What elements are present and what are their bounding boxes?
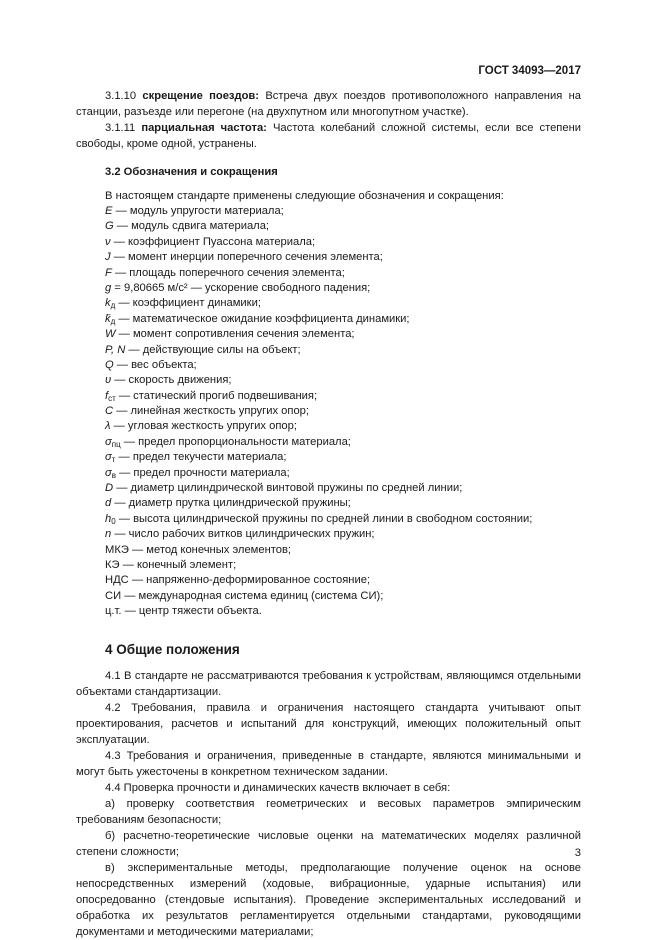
symbol-subscript: т <box>111 455 116 465</box>
document-code-header: ГОСТ 34093—2017 <box>478 65 581 77</box>
symbol-description: — предел прочности материала; <box>116 466 290 479</box>
symbol-item <box>76 543 581 558</box>
symbol-subscript: ст <box>108 393 116 403</box>
symbol: W <box>105 328 116 341</box>
symbol-description: — угловая жесткость упругих опор; <box>110 420 297 433</box>
symbol: σ <box>105 435 112 448</box>
symbol-item <box>76 266 581 281</box>
page-number: 3 <box>574 847 581 859</box>
symbol: d <box>105 497 112 510</box>
section-3-2-title: 3.2 Обозначения и сокращения <box>105 166 278 178</box>
symbol-description: — момент инерции поперечного сечения элемента; <box>110 251 383 264</box>
symbols-list <box>76 204 581 620</box>
symbol-item <box>76 358 581 373</box>
symbol-item <box>76 389 581 404</box>
symbol: ν <box>105 235 111 248</box>
symbol-subscript: д <box>110 316 116 326</box>
symbol: J <box>105 251 111 264</box>
section-3-2-intro: В настоящем стандарте применены следующие обозначения и сокращения: <box>105 190 504 202</box>
symbol-item <box>76 496 581 511</box>
definition-3-1-11: 3.1.11 парциальная частота: Частота колебаний сложной системы, если все степени свободы, кроме одной, устранены. <box>76 122 581 150</box>
symbol-item <box>76 466 581 481</box>
symbol-description: — скорость движения; <box>111 374 232 387</box>
symbol: k̄ <box>105 312 111 325</box>
symbol-description: — предел пропорциональности материала; <box>120 435 351 448</box>
symbol-item <box>76 419 581 434</box>
symbol-item <box>76 281 581 296</box>
page-content <box>76 88 581 940</box>
symbol-subscript: в <box>111 470 116 480</box>
symbol-item <box>76 604 581 619</box>
symbol-description: — модуль упругости материала; <box>112 205 284 217</box>
symbol-description: НДС — напряженно-деформированное состояние; <box>105 574 371 587</box>
symbol: f <box>105 389 109 402</box>
symbol-description: — коэффициент динамики; <box>115 297 261 310</box>
symbol-item <box>76 235 581 250</box>
symbol: k <box>105 297 111 310</box>
symbol: G <box>105 220 114 233</box>
symbol-description: — линейная жесткость упругих опор; <box>113 405 310 418</box>
symbol-subscript: 0 <box>111 516 116 526</box>
symbol-item <box>76 481 581 496</box>
symbol-item <box>76 343 581 358</box>
symbol-subscript: пц <box>111 439 121 449</box>
symbol-item <box>76 589 581 604</box>
symbol: g <box>105 281 112 294</box>
symbol-description: — статический прогиб подвешивания; <box>115 389 318 402</box>
symbol: F <box>105 266 112 279</box>
symbol: σ <box>105 451 112 464</box>
definition-term: скрещение поездов: <box>142 90 260 102</box>
symbol-description: = 9,80665 м/с² — ускорение свободного падения; <box>111 281 371 294</box>
symbol-item <box>76 373 581 388</box>
symbol-item <box>76 512 581 527</box>
section-4-para: 4.4 Проверка прочности и динамических качеств включает в себя: <box>105 781 451 794</box>
symbol: σ <box>105 466 112 479</box>
symbol: E <box>105 205 113 217</box>
symbol-subscript: д <box>110 301 116 311</box>
symbol: D <box>105 482 114 495</box>
section-4-para: 4.2 Требования, правила и ограничения настоящего стандарта учитывают опыт проектирования, расчетов и испытаний для конструкций, имеющих положительный опыт эксплуатации. <box>76 701 581 746</box>
section-4-para: 4.3 Требования и ограничения, приведенные в стандарте, являются минимальными и могут быть ужесточены в конкретном техническом задании. <box>76 749 581 778</box>
symbol: h <box>105 512 112 525</box>
symbol-description: — предел текучести материала; <box>115 451 287 464</box>
symbol-item <box>76 327 581 342</box>
symbol: C <box>105 405 114 418</box>
symbol-description: — момент сопротивления сечения элемента; <box>115 328 355 341</box>
symbol-item <box>76 527 581 542</box>
symbol-description: — коэффициент Пуассона материала; <box>110 235 316 248</box>
symbol: P, N <box>105 343 126 356</box>
symbol-item <box>76 558 581 573</box>
symbol-item <box>76 219 581 234</box>
section-4-list-item: а) проверку соответствия геометрических и весовых параметров эмпирическим требованиям безопасности; <box>76 797 581 826</box>
symbol-description: — высота цилиндрической пружины по средней линии в свободном состоянии; <box>115 512 533 525</box>
symbol-description: — число рабочих витков цилиндрических пружин; <box>111 528 375 541</box>
symbol: υ <box>105 374 112 387</box>
symbol-item <box>76 296 581 311</box>
symbol-item <box>76 312 581 327</box>
symbol-description: — математическое ожидание коэффициента динамики; <box>115 312 410 325</box>
symbol-description: МКЭ — метод конечных элементов; <box>105 543 292 556</box>
symbol-item <box>76 204 581 219</box>
symbol: λ <box>105 420 111 433</box>
symbol-item <box>76 573 581 588</box>
symbol: Q <box>105 358 114 371</box>
symbol-description: КЭ — конечный элемент; <box>105 558 237 571</box>
symbol-description: — диаметр прутка цилиндрической пружины; <box>111 497 351 510</box>
section-4-title: 4 Общие положения <box>105 641 240 657</box>
definition-term: парциальная частота: <box>141 122 267 134</box>
symbol-description: — диаметр цилиндрической винтовой пружины по средней линии; <box>113 482 463 495</box>
section-4-list-item: б) расчетно-теоретические числовые оценки на математических моделях различной степени сложности; <box>76 829 581 858</box>
definition-3-1-10: 3.1.10 скрещение поездов: Встреча двух поездов противоположного направления на станции, разъезде или перегоне (на двухпутном или многопутном участке). <box>76 90 581 118</box>
symbol-description: — модуль сдвига материала; <box>113 220 270 233</box>
symbol-description: ц.т. — центр тяжести объекта. <box>105 605 262 618</box>
symbol: n <box>105 528 112 541</box>
section-4-para: 4.1 В стандарте не рассматриваются требования к устройствам, являющимся отдельными объектами стандартизации. <box>76 669 581 698</box>
symbol-item <box>76 404 581 419</box>
symbol-description: СИ — международная система единиц (система СИ); <box>105 589 384 602</box>
symbol-item <box>76 450 581 465</box>
symbol-description: — действующие силы на объект; <box>125 343 301 356</box>
symbol-item <box>76 435 581 450</box>
symbol-description: — площадь поперечного сечения элемента; <box>111 266 345 279</box>
section-4-list-item: в) экспериментальные методы, предполагающие получение оценок на основе непосредственных измерений (ходовые, вибрационные, ударные испытания) или опосредованно (стендовые испытания). Проведение экспериментальных исследований и обработка их результатов регламентируется отдельными стандартами, руководящими документами и методическими материалами; <box>76 861 581 938</box>
symbol-description: — вес объекта; <box>113 358 197 371</box>
symbol-item <box>76 250 581 265</box>
